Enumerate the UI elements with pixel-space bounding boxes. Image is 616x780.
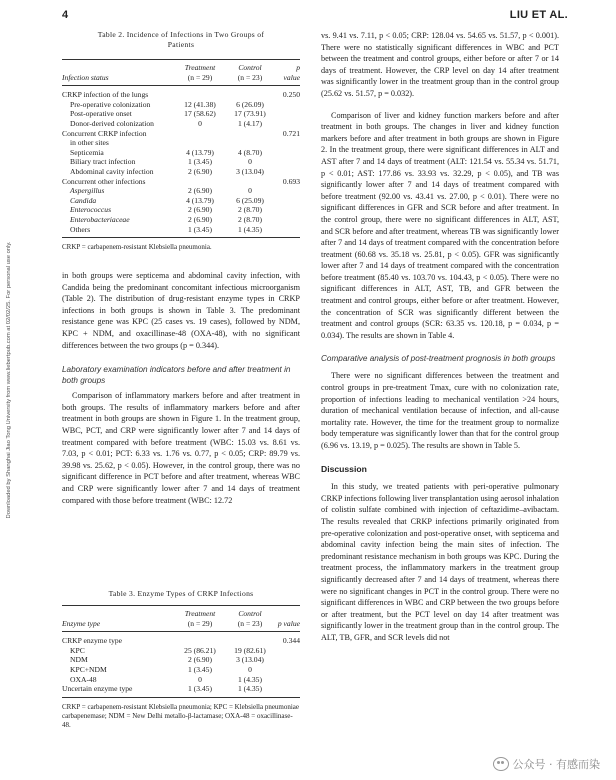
table-row: Others 1 (3.45) 1 (4.35) xyxy=(62,225,300,238)
table-2-head-control-n: (n = 23) xyxy=(237,72,263,82)
table-row: Enterococcus 2 (6.90) 2 (8.70) xyxy=(70,205,263,215)
wechat-icon xyxy=(493,757,509,771)
table-2-caption-line-1: Table 2. Incidence of Infections in Two Groups of xyxy=(97,30,265,39)
table-3-head-p: p value xyxy=(277,618,300,628)
table-row: Pre-operative colonization 12 (41.38) 6 (26.09) xyxy=(70,99,264,109)
left-paragraph-2: Comparison of inflammatory markers before and after treatment in both groups. The results of inflammatory markers before and after treatment in both groups are shown in Figure 1. In the treatment group, WBC, PCT, and CRP were significantly lower after 7 and 14 days of treatment compared with before treatment (WBC: 15.03 vs. 8.61 vs. 7.03, p < 0.01; PCT: 6.33 vs. 1.76 vs. 0.77, p < 0.05; CRP: 89.79 vs. 39.98 vs. 25.62, p < 0.05). However, in the control group, there was no significant difference in PCT before and after treatment, whereas WBC and CRP were significantly lower after 7 and 14 days of treatment compared with those before treatment (WBC: 12.72 xyxy=(62,391,300,505)
table-row: in other sites xyxy=(70,138,109,148)
table-3-head-first: Enzyme type xyxy=(62,618,101,628)
table-row: Aspergillus 2 (6.90) 0 xyxy=(70,186,252,196)
running-head: LIU ET AL. xyxy=(509,9,568,21)
page-number: 4 xyxy=(62,9,69,21)
discussion-heading: Discussion xyxy=(321,463,367,474)
table-row: Concurrent other infections 0.693 xyxy=(62,176,300,186)
watermark xyxy=(493,756,601,772)
table-3-footnote: CRKP = carbapenem-resistant Klebsiella pneumonia; KPC = Klebsiella pneumoniae carbapenemase; NDM = New Delhi metallo-β-lactamase; OXA-48 = oxacillinase-48. xyxy=(62,702,300,729)
left-column xyxy=(62,30,300,506)
table-row: KPC+NDM 1 (3.45) 0 xyxy=(70,664,252,674)
table-row: OXA-48 0 1 (4.35) xyxy=(70,674,263,684)
table-2-head-first: Infection status xyxy=(62,72,109,82)
table-2-caption-line-2: Patients xyxy=(167,40,195,49)
table-3-head-control-n: (n = 23) xyxy=(237,618,263,628)
subsection-heading-prognosis: Comparative analysis of post-treatment prognosis in both groups xyxy=(321,354,556,364)
table-row: CRKP infection of the lungs 0.250 xyxy=(62,90,300,100)
table-2-head-treatment-n: (n = 29) xyxy=(187,72,213,82)
table-row: Septicemia 4 (13.79) 4 (8.70) xyxy=(70,147,263,157)
table-3 xyxy=(62,589,300,730)
table-row: Enterobacteriaceae 2 (6.90) 2 (8.70) xyxy=(70,214,263,224)
table-row: KPC 25 (86.21) 19 (82.61) xyxy=(70,645,266,655)
table-2-caption xyxy=(62,30,300,50)
table-row: Uncertain enzyme type 1 (3.45) 1 (4.35) xyxy=(62,684,300,697)
table-row: Abdominal cavity infection 2 (6.90) 3 (13.04) xyxy=(70,166,264,176)
download-side-note xyxy=(2,100,16,660)
table-2-footnote: CRKP = carbapenem-resistant Klebsiella pneumonia. xyxy=(62,243,212,252)
table-2-head-value: value xyxy=(283,72,300,82)
right-paragraph-3: There were no significant differences between the treatment and control groups in pre-treatment Tmax, cure with no colonization rate, proportion of infections leading to mechanical ventilation >24 hours, duration of mechanical ventilation because of infection, and all-cause mortality rate. However, the time for the treatment group to normalize body temperature was significantly lower than that for the control group (6.96 vs. 13.19, p = 0.025). The results are shown in Table 5. xyxy=(321,371,559,450)
table-2 xyxy=(62,30,300,252)
table-3-grid xyxy=(62,605,300,698)
table-3-caption: Table 3. Enzyme Types of CRKP Infections xyxy=(108,589,254,598)
table-2-head-control: Control xyxy=(238,63,262,72)
watermark-text: 公众号 · 有感而染 xyxy=(512,758,600,771)
right-paragraph-2: Comparison of liver and kidney function markers before and after treatment in both groups. The changes in liver and kidney function markers before and after treatment in both groups are shown in Figure 2. In the treatment group, there were significant differences in ALT and AST after 7 and 14 days of treatment (ALT: 121.54 vs. 55.34 vs. 51.71, p < 0.01; AST: 177.86 vs. 33.93 vs. 32.29, p < 0.05), and TB was significantly lower after 7 and 14 days of treatment compared with before treatment (92.00 vs. 43.41 vs. 27.00, p < 0.01). There were no significant differences in GFR and SCR before and after treatment. In the control group, there were no significant differences in ALT, AST, and SCR before and after treatment, whereas TB was significantly lower after 7 and 14 days of treatment compared with the concentration before treatment (60.68 vs. 35.18 vs. 25.81, p < 0.05). GFR was significantly lower after 7 and 14 days of treatment compared with the concentration before treatment (85.40 vs. 103.70 vs. 104.43, p < 0.05). There were no significant differences in ALT, AST, TB, and GFR between the treatment and control groups, either before or after treatment. However, the concentration of SCR was significantly different between the treatment and control groups (SCR: 63.35 vs. 120.18, p = 0.034, p = 0.034). The results are shown in Table 4. xyxy=(321,110,559,340)
right-column xyxy=(321,30,559,644)
table-3-head-treatment: Treatment xyxy=(184,609,216,618)
left-paragraph-1: in both groups were septicema and abdominal cavity infection, with Candida being the predominant concomitant infectious microorganism (Table 2). The distribution of drug-resistant enzyme types in CRKP infections in both groups is shown in Table 3. The predominant resistance gene was KPC (25 cases vs. 19 cases), followed by NDM, KPC + NDM, and oxacillinase-48 (OXA-48), with no significant differences between the two groups (p = 0.344). xyxy=(62,271,300,350)
download-side-note-text: Downloaded by Shanghai Jiao Tong University from www.liebertpub.com at 02/02/25. For personal use only. xyxy=(6,241,12,519)
table-3-head-control: Control xyxy=(238,609,262,618)
table-2-head-p: p xyxy=(296,63,300,72)
table-row: Concurrent CRKP infection 0.721 xyxy=(62,128,300,138)
table-row: CRKP enzyme type 0.344 xyxy=(62,636,300,646)
table-row: Post-operative onset 17 (58.62) 17 (73.91) xyxy=(70,109,266,119)
table-row: NDM 2 (6.90) 3 (13.04) xyxy=(70,655,264,665)
table-row: Donor-derived colonization 0 1 (4.17) xyxy=(70,118,263,128)
table-3-head-treatment-n: (n = 29) xyxy=(187,618,213,628)
right-paragraph-4: In this study, we treated patients with peri-operative pulmonary CRKP infections following liver transplantation using aerosol inhalation of colistin sulfate combined with injection of ceftazidime–avibactam. The results revealed that CRKP infections primarily originated from pre-operative colonization and post-operative onset, with septicema and abdominal cavity infection being the main sites of infection. The predominant resistance mechanism in both groups was KPC. During the treatment process, the inflammatory markers in the treatment group significantly decreased after 7 and 14 days of treatment, whereas there were no significant changes in PCT in the control group. There were no significant differences in WBC and CRP between the two groups before or after treatment, but the PCT level on day 14 after treatment was significantly lower in the treatment group than in the control group. The ALT, TB, GFR, and SCR levels did not xyxy=(321,482,559,642)
table-2-grid xyxy=(62,59,300,238)
table-2-head-treatment: Treatment xyxy=(184,63,216,72)
table-row: Candida 4 (13.79) 6 (25.09) xyxy=(70,195,264,205)
right-paragraph-1: vs. 9.41 vs. 7.11, p < 0.05; CRP: 128.04 vs. 54.65 vs. 51.57, p < 0.001). There were no statistically significant differences in WBC and PCT between the treatment and control groups, either before or after 7 or 14 days of treatment. However, the CRP level on day 14 after treatment was significantly lower in the treatment group than in the control group (25.62 vs. 51.57, p = 0.032). xyxy=(321,31,559,98)
table-row: Biliary tract infection 1 (3.45) 0 xyxy=(70,157,252,167)
subsection-heading-lab: Laboratory examination indicators before and after treatment in both groups xyxy=(62,365,291,386)
